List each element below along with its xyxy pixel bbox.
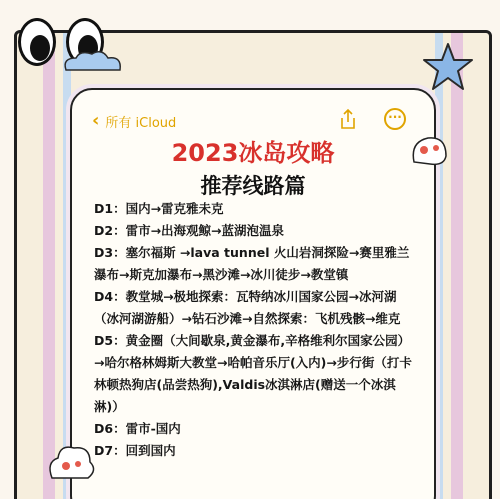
frame-stripe <box>43 33 55 499</box>
star-icon <box>420 40 476 96</box>
itinerary-line: D1：国内→雷克雅未克 <box>94 201 224 216</box>
note-title: 2023冰岛攻略 <box>171 139 335 167</box>
frame-stripe <box>451 33 463 499</box>
itinerary-line: D7：回到国内 <box>94 443 176 458</box>
back-label: 所有 iCloud <box>105 115 177 131</box>
cloud-icon <box>58 48 128 78</box>
chevron-left-icon: ‹ <box>92 110 100 131</box>
note-subtitle: 推荐线路篇 <box>200 174 306 198</box>
cartoon-eye-icon <box>18 18 56 66</box>
itinerary-line: D4：教堂城→极地探索：瓦特纳冰川国家公园→冰河湖（冰河湖游船）→钻石沙滩→自然探索：飞机残骸→维克 <box>94 289 401 326</box>
more-icon[interactable]: ··· <box>384 108 406 130</box>
itinerary-line: D6：雷市-国内 <box>94 421 181 436</box>
note-body <box>94 198 416 462</box>
cloud-face-icon <box>46 440 98 484</box>
itinerary-line: D3：塞尔福斯 →lava tunnel 火山岩洞探险→赛里雅兰瀑布→斯克加瀑布→黑沙滩→冰川徒步→教堂镇 <box>94 245 410 282</box>
frame-stripe <box>435 33 443 499</box>
itinerary-line: D2：雷市→出海观鲸→蓝湖泡温泉 <box>94 223 285 238</box>
itinerary-line: D5：黄金圈（大间歇泉,黄金瀑布,辛格维利尔国家公园）→哈尔格林姆斯大教堂→哈帕音乐厅(入内)→步行街（打卡林顿热狗店(品尝热狗),Valdis冰淇淋店(赠送一个冰淇淋)） <box>94 333 412 414</box>
back-button[interactable] <box>92 110 176 132</box>
share-icon[interactable] <box>338 108 358 130</box>
